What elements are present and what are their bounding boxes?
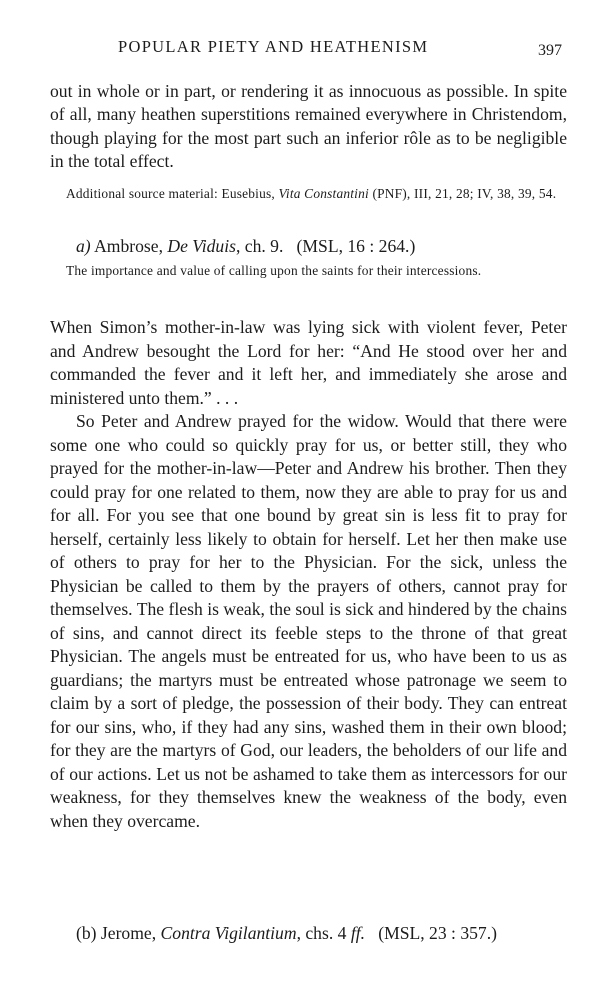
section-b-location: (MSL, 23 : 357.) [365, 923, 497, 943]
source-note-prefix: Additional source material: Eusebius, [66, 186, 279, 201]
section-a-marker: a) [76, 236, 91, 256]
section-b-work: Contra Vigilantium [160, 923, 297, 943]
source-note-work: Vita Constantini [278, 186, 369, 201]
section-b-reference [76, 922, 567, 945]
section-b-author: Jerome, [96, 923, 161, 943]
section-b-ff: ff. [350, 923, 366, 943]
running-title: POPULAR PIETY AND HEATHENISM [118, 37, 429, 56]
body-paragraph: So Peter and Andrew prayed for the widow. Would that there were some one who could so quickly pray for us, or better still, they who prayed for the mother-in-law—Peter and Andrew his brother. Then they could pray for one related to them, now they are able to pray for us and for all. For you see that one bound by great sin is less fit to pray for herself, certainly less likely to obtain for herself. Let her then make use of others to pray for her to the Physician. For the sick, unless the Physician be called to them by the prayers of others, cannot pray for themselves. The flesh is weak, the soul is sick and hindered by the chains of sins, and cannot direct its feeble steps to the throne of that great Physician. The angels must be entreated for us, who have been to us as guardians; the martyrs must be entreated whose patronage we seem to claim by a sort of pledge, the possession of their body. They can entreat for our sins, who, if they had any sins, washed them in their own blood; for they are the martyrs of God, our leaders, the beholders of our life and of our actions. Let us not be ashamed to take them as intercessors for our weakness, for they themselves knew the weakness of the body, even when they overcame. [50, 411, 567, 831]
section-a-location: , ch. 9. (MSL, 16 : 264.) [235, 236, 416, 256]
section-b-chapters: , chs. 4 [296, 923, 351, 943]
page-number: 397 [538, 42, 562, 59]
body-paragraph: When Simon’s mother-in-law was lying sick with violent fever, Peter and Andrew besought the Lord for her: “And He stood over her and commanded the fever and it left her, and immediately she arose and ministered unto them.” . . . [50, 317, 567, 408]
intro-paragraph: out in whole or in part, or rendering it as innocuous as possible. In spite of all, many heathen superstitions remained everywhere in Christendom, though playing for the most part such an inferior rôle as to be negligible in the total effect. [50, 81, 567, 172]
source-note [66, 184, 567, 204]
page-header [0, 34, 607, 64]
source-note-suffix: (PNF), III, 21, 28; IV, 38, 39, 54. [368, 186, 557, 201]
section-a-work: De Viduis [167, 236, 236, 256]
section-b-marker: (b) [76, 923, 97, 943]
section-a-summary: The importance and value of calling upon the saints for their intercessions. [66, 263, 482, 278]
section-a-author: Ambrose, [94, 236, 168, 256]
body-text [50, 316, 567, 833]
section-a-reference [76, 235, 567, 258]
